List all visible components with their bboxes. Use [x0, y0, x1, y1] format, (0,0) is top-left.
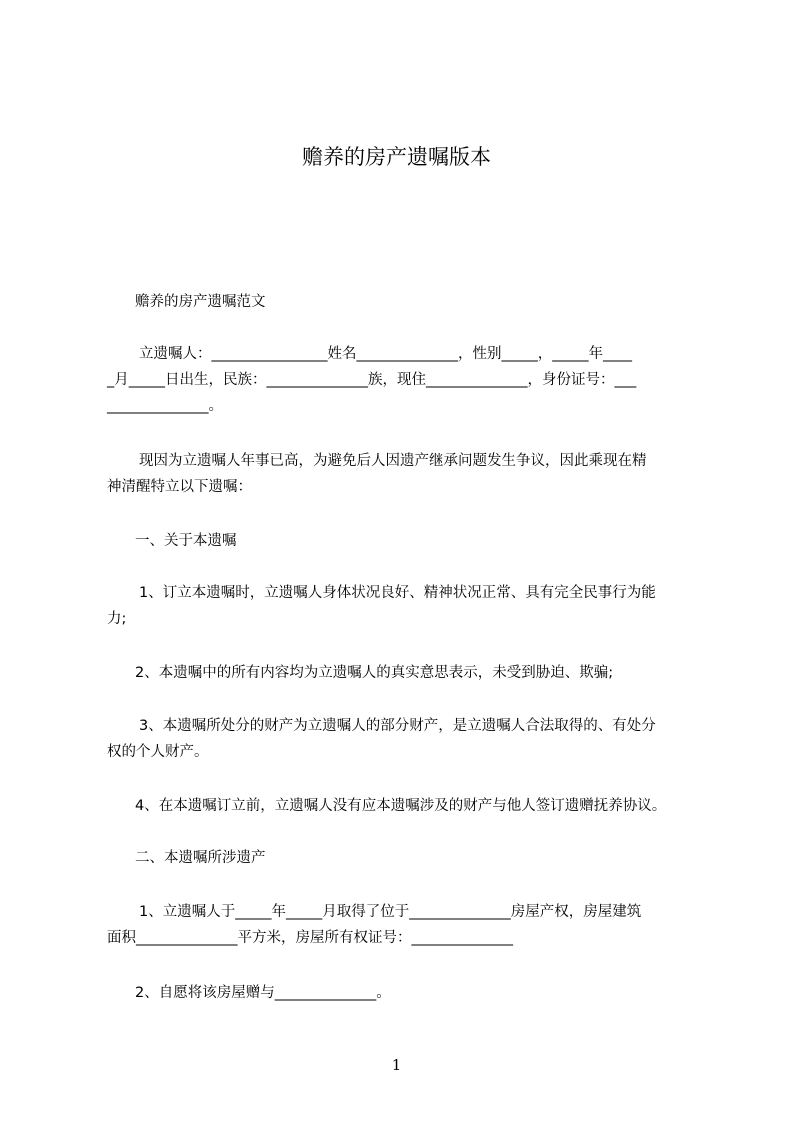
testator-info-line-3: ______________。 [107, 398, 223, 414]
intro-line-1: 现因为立遗嘱人年事已高，为避免后人因遗产继承问题发生争议，因此乘现在精 [139, 453, 647, 469]
testator-info-paragraph [107, 341, 713, 419]
section-2-item-1-line-2: 面积______________平方米，房屋所有权证号：______________ [107, 930, 513, 946]
section-1-item-1-line-2: 力; [107, 611, 127, 627]
section-1-item-2: 2、本遗嘱中的所有内容均为立遗嘱人的真实意思表示，未受到胁迫、欺骗; [135, 665, 614, 681]
section-2-heading: 二、本遗嘱所涉遗产 [135, 850, 266, 866]
intro-line-2: 神清醒特立以下遗嘱： [107, 479, 252, 495]
section-1-item-3 [107, 713, 713, 765]
section-1-item-1-line-1: 1、订立本遗嘱时，立遗嘱人身体状况良好、精神状况正常、具有完全民事行为能 [139, 585, 656, 601]
section-2-item-1 [107, 899, 713, 951]
testator-info-line-2: _月_____日出生，民族：______________族，现住______________，身份证号：___ [107, 372, 637, 388]
section-2-item-2: 2、自愿将该房屋赠与______________。 [135, 985, 391, 1001]
section-1-item-4: 4、在本遗嘱订立前，立遗嘱人没有应本遗嘱涉及的财产与他人签订遗赠抚养协议。 [135, 798, 667, 814]
section-1-item-1 [107, 580, 713, 632]
section-1-item-3-line-1: 3、本遗嘱所处分的财产为立遗嘱人的部分财产，是立遗嘱人合法取得的、有处分 [139, 718, 656, 734]
subtitle: 赡养的房产遗嘱范文 [135, 294, 266, 310]
testator-info-line-1: 立遗嘱人：________________姓名______________，性别_____，_____年____ [139, 346, 632, 362]
section-1-item-3-line-2: 权的个人财产。 [107, 744, 209, 760]
intro-paragraph [107, 448, 713, 500]
section-2-item-1-line-1: 1、立遗嘱人于_____年_____月取得了位于______________房屋产权，房屋建筑 [139, 904, 642, 920]
page-number: 1 [391, 1056, 402, 1074]
document-title: 赡养的房产遗嘱版本 [302, 145, 491, 169]
section-1-heading: 一、关于本遗嘱 [135, 533, 237, 549]
